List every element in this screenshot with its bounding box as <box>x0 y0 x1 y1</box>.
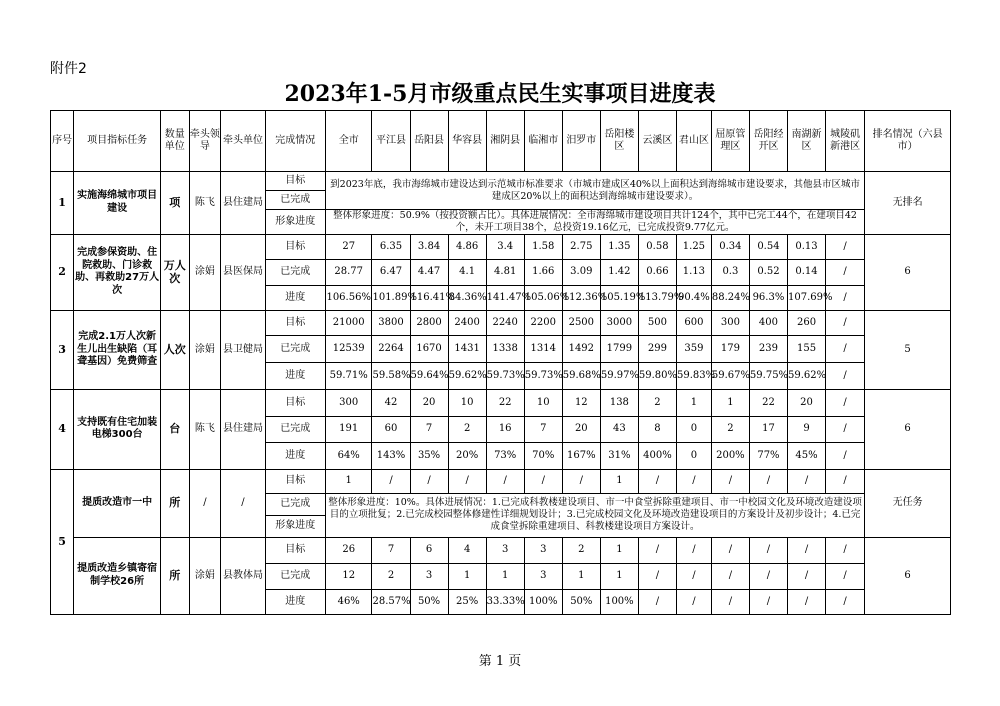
value-cell: 90.4% <box>676 285 711 310</box>
row-lead: 陈飞 <box>189 172 221 235</box>
value-cell: 4.86 <box>448 234 486 259</box>
value-cell: 1 <box>600 563 638 589</box>
row-task: 支持既有住宅加装电梯300台 <box>74 389 161 469</box>
row-rank: 5 <box>865 310 951 389</box>
row-label: 已完成 <box>265 335 325 362</box>
value-cell: / <box>826 310 865 335</box>
value-cell: / <box>826 589 865 614</box>
value-cell: 1314 <box>524 335 562 362</box>
header-region: 南湖新区 <box>787 111 825 172</box>
value-cell: 0.3 <box>711 259 749 285</box>
progress-description: 整体形象进度：10%。具体进展情况：1.已完成科教楼建设项目、市一中食堂拆除重建项目、市一中校园文化及环境改造建设项目的立项批复；2.已完成校园整体修建性详细规划设计；3.已完成校园文化及环境改造建设项目的方案设计及初步设计；4.已完成食堂拆除重建项目、科教楼建设项目方案设计。 <box>325 493 864 537</box>
value-cell: 300 <box>325 389 372 416</box>
row-label: 形象进度 <box>265 210 325 235</box>
row-lead: / <box>189 469 221 537</box>
value-cell: / <box>826 335 865 362</box>
value-cell: / <box>826 285 865 310</box>
value-cell: 28.57% <box>372 589 410 614</box>
page-number: 第 1 页 <box>478 654 522 669</box>
header-region: 湘阴县 <box>486 111 524 172</box>
row-unit: 所 <box>160 469 189 537</box>
value-cell: 600 <box>676 310 711 335</box>
value-cell: 59.68% <box>562 362 600 389</box>
header-region: 屈原管理区 <box>711 111 749 172</box>
value-cell: 35% <box>410 442 448 469</box>
value-cell: / <box>638 469 676 493</box>
value-cell: 45% <box>787 442 825 469</box>
row-label: 进度 <box>265 362 325 389</box>
value-cell: / <box>676 537 711 563</box>
header-region: 华容县 <box>448 111 486 172</box>
row-dept: 县教体局 <box>221 537 265 614</box>
value-cell: / <box>787 469 825 493</box>
header-rank: 排名情况（六县市） <box>865 111 951 172</box>
value-cell: 2 <box>711 416 749 442</box>
header-region: 云溪区 <box>638 111 676 172</box>
value-cell: 1.66 <box>524 259 562 285</box>
value-cell: / <box>486 469 524 493</box>
value-cell: / <box>749 537 787 563</box>
header-region: 全市 <box>325 111 372 172</box>
value-cell: 16 <box>486 416 524 442</box>
value-cell: 1 <box>600 537 638 563</box>
header-unit: 数量单位 <box>160 111 189 172</box>
row-dept: / <box>221 469 265 537</box>
row-unit: 项 <box>160 172 189 235</box>
value-cell: 1.35 <box>600 234 638 259</box>
row-unit: 台 <box>160 389 189 469</box>
value-cell: / <box>749 589 787 614</box>
value-cell: 138 <box>600 389 638 416</box>
target-description: 到2023年底，我市海绵城市建设达到示范城市标准要求（市城市建成区40%以上面积达到海绵城市建设要求，其他县市区城市建成区20%以上的面积达到海绵城市建设要求）。 <box>325 172 864 210</box>
value-cell: 2240 <box>486 310 524 335</box>
row-task: 完成参保资助、住院救助、门诊救助、再救助27万人次 <box>74 234 161 310</box>
value-cell: 1 <box>711 389 749 416</box>
table-row <box>51 537 951 563</box>
header-region: 临湘市 <box>524 111 562 172</box>
value-cell: 1.42 <box>600 259 638 285</box>
row-unit: 所 <box>160 537 189 614</box>
value-cell: 60 <box>372 416 410 442</box>
value-cell: 22 <box>486 389 524 416</box>
value-cell: 12 <box>562 389 600 416</box>
value-cell: 10 <box>448 389 486 416</box>
header-region: 岳阳楼区 <box>600 111 638 172</box>
row-label: 目标 <box>265 469 325 493</box>
header-region: 岳阳经开区 <box>749 111 787 172</box>
value-cell: / <box>826 469 865 493</box>
value-cell: 359 <box>676 335 711 362</box>
value-cell: 101.89% <box>372 285 410 310</box>
row-dept: 县卫健局 <box>221 310 265 389</box>
page-title: 2023年1-5月市级重点民生实事项目进度表 <box>284 81 716 107</box>
value-cell: 1 <box>448 563 486 589</box>
value-cell: / <box>711 563 749 589</box>
value-cell: 6.35 <box>372 234 410 259</box>
value-cell: 59.67% <box>711 362 749 389</box>
value-cell: 107.69% <box>787 285 825 310</box>
value-cell: 1670 <box>410 335 448 362</box>
value-cell: 59.80% <box>638 362 676 389</box>
value-cell: / <box>676 563 711 589</box>
value-cell: 20 <box>787 389 825 416</box>
value-cell: 12539 <box>325 335 372 362</box>
value-cell: 0.54 <box>749 234 787 259</box>
progress-description: 整体形象进度：50.9%（按投资额占比）。具体进展情况：全市海绵城市建设项目共计124个，其中已完工44个，在建项目42个，未开工项目38个，总投资19.16亿元，已完成投资9.77亿元。 <box>325 210 864 235</box>
value-cell: 4.81 <box>486 259 524 285</box>
value-cell: 27 <box>325 234 372 259</box>
value-cell: 1 <box>325 469 372 493</box>
header-status: 完成情况 <box>265 111 325 172</box>
value-cell: 8 <box>638 416 676 442</box>
value-cell: 59.58% <box>372 362 410 389</box>
value-cell: 155 <box>787 335 825 362</box>
value-cell: 2264 <box>372 335 410 362</box>
value-cell: 20 <box>562 416 600 442</box>
value-cell: 46% <box>325 589 372 614</box>
value-cell: / <box>372 469 410 493</box>
row-task: 提质改造乡镇寄宿制学校26所 <box>74 537 161 614</box>
value-cell: 4 <box>448 537 486 563</box>
value-cell: 400 <box>749 310 787 335</box>
value-cell: 260 <box>787 310 825 335</box>
value-cell: 3800 <box>372 310 410 335</box>
value-cell: 3 <box>524 537 562 563</box>
value-cell: 50% <box>562 589 600 614</box>
value-cell: 200% <box>711 442 749 469</box>
value-cell: 31% <box>600 442 638 469</box>
value-cell: 2.75 <box>562 234 600 259</box>
row-seq: 2 <box>51 234 74 310</box>
row-lead: 涂娟 <box>189 310 221 389</box>
attachment-label: 附件2 <box>50 61 87 77</box>
value-cell: 2400 <box>448 310 486 335</box>
value-cell: / <box>638 537 676 563</box>
value-cell: 2800 <box>410 310 448 335</box>
value-cell: 1799 <box>600 335 638 362</box>
header-seq: 序号 <box>51 111 74 172</box>
value-cell: 112.36% <box>562 285 600 310</box>
row-task: 完成2.1万人次新生儿出生缺陷（耳聋基因）免费筛查 <box>74 310 161 389</box>
row-label: 目标 <box>265 172 325 191</box>
value-cell: / <box>826 389 865 416</box>
value-cell: / <box>787 589 825 614</box>
table-row <box>51 310 951 335</box>
value-cell: 59.73% <box>486 362 524 389</box>
value-cell: / <box>711 469 749 493</box>
value-cell: 20 <box>410 389 448 416</box>
value-cell: / <box>448 469 486 493</box>
value-cell: 239 <box>749 335 787 362</box>
value-cell: 20% <box>448 442 486 469</box>
value-cell: 179 <box>711 335 749 362</box>
header-row <box>51 111 951 172</box>
value-cell: 42 <box>372 389 410 416</box>
value-cell: 50% <box>410 589 448 614</box>
row-seq: 4 <box>51 389 74 469</box>
row-label: 已完成 <box>265 416 325 442</box>
value-cell: 43 <box>600 416 638 442</box>
row-label: 已完成 <box>265 563 325 589</box>
value-cell: 3.09 <box>562 259 600 285</box>
value-cell: 59.62% <box>448 362 486 389</box>
value-cell: 167% <box>562 442 600 469</box>
row-lead: 涂娟 <box>189 234 221 310</box>
value-cell: 0.58 <box>638 234 676 259</box>
row-label: 形象进度 <box>265 515 325 537</box>
value-cell: 106.56% <box>325 285 372 310</box>
table-row <box>51 389 951 416</box>
header-region: 君山区 <box>676 111 711 172</box>
value-cell: 143% <box>372 442 410 469</box>
value-cell: 2 <box>638 389 676 416</box>
value-cell: / <box>826 416 865 442</box>
value-cell: / <box>410 469 448 493</box>
value-cell: 96.3% <box>749 285 787 310</box>
value-cell: 1.25 <box>676 234 711 259</box>
row-label: 已完成 <box>265 493 325 515</box>
value-cell: 116.41% <box>410 285 448 310</box>
value-cell: 2 <box>372 563 410 589</box>
row-seq: 5 <box>51 469 74 614</box>
value-cell: 59.71% <box>325 362 372 389</box>
header-region: 岳阳县 <box>410 111 448 172</box>
value-cell: 113.79% <box>638 285 676 310</box>
value-cell: 300 <box>711 310 749 335</box>
value-cell: 0.34 <box>711 234 749 259</box>
value-cell: 77% <box>749 442 787 469</box>
value-cell: / <box>676 589 711 614</box>
header-region: 城陵矶新港区 <box>826 111 865 172</box>
progress-table <box>50 110 951 615</box>
value-cell: 21000 <box>325 310 372 335</box>
value-cell: 22 <box>749 389 787 416</box>
row-rank: 无排名 <box>865 172 951 235</box>
value-cell: 100% <box>600 589 638 614</box>
value-cell: 1492 <box>562 335 600 362</box>
value-cell: / <box>711 589 749 614</box>
value-cell: / <box>524 469 562 493</box>
value-cell: 12 <box>325 563 372 589</box>
value-cell: 59.83% <box>676 362 711 389</box>
value-cell: 17 <box>749 416 787 442</box>
value-cell: 3 <box>486 537 524 563</box>
table-row <box>51 172 951 191</box>
value-cell: 0 <box>676 416 711 442</box>
value-cell: 6 <box>410 537 448 563</box>
value-cell: 0.66 <box>638 259 676 285</box>
value-cell: 3.84 <box>410 234 448 259</box>
value-cell: / <box>826 442 865 469</box>
value-cell: 1 <box>562 563 600 589</box>
value-cell: / <box>749 469 787 493</box>
table-row <box>51 469 951 493</box>
value-cell: 26 <box>325 537 372 563</box>
value-cell: / <box>826 259 865 285</box>
header-region: 汨罗市 <box>562 111 600 172</box>
value-cell: 70% <box>524 442 562 469</box>
row-label: 目标 <box>265 389 325 416</box>
row-label: 已完成 <box>265 191 325 210</box>
value-cell: 9 <box>787 416 825 442</box>
value-cell: 33.33% <box>486 589 524 614</box>
value-cell: 2200 <box>524 310 562 335</box>
value-cell: 6.47 <box>372 259 410 285</box>
value-cell: 1 <box>676 389 711 416</box>
value-cell: 2 <box>562 537 600 563</box>
value-cell: / <box>749 563 787 589</box>
value-cell: 0.13 <box>787 234 825 259</box>
value-cell: 1 <box>600 469 638 493</box>
value-cell: / <box>676 469 711 493</box>
value-cell: 1338 <box>486 335 524 362</box>
row-rank: 无任务 <box>865 469 951 537</box>
value-cell: / <box>562 469 600 493</box>
row-seq: 3 <box>51 310 74 389</box>
row-label: 进度 <box>265 589 325 614</box>
value-cell: 7 <box>372 537 410 563</box>
row-dept: 县住建局 <box>221 172 265 235</box>
value-cell: / <box>787 563 825 589</box>
value-cell: 7 <box>410 416 448 442</box>
value-cell: 10 <box>524 389 562 416</box>
value-cell: 100% <box>524 589 562 614</box>
row-lead: 陈飞 <box>189 389 221 469</box>
value-cell: 3.4 <box>486 234 524 259</box>
row-task: 提质改造市一中 <box>74 469 161 537</box>
value-cell: 59.64% <box>410 362 448 389</box>
header-dept: 牵头单位 <box>221 111 265 172</box>
value-cell: 4.1 <box>448 259 486 285</box>
header-lead: 牵头领导 <box>189 111 221 172</box>
value-cell: 64% <box>325 442 372 469</box>
value-cell: 84.36% <box>448 285 486 310</box>
value-cell: 1.13 <box>676 259 711 285</box>
value-cell: 191 <box>325 416 372 442</box>
header-task: 项目指标任务 <box>74 111 161 172</box>
value-cell: / <box>826 362 865 389</box>
row-dept: 县医保局 <box>221 234 265 310</box>
value-cell: 3 <box>410 563 448 589</box>
value-cell: / <box>826 563 865 589</box>
value-cell: 25% <box>448 589 486 614</box>
row-lead: 涂娟 <box>189 537 221 614</box>
table-row <box>51 234 951 259</box>
row-rank: 6 <box>865 234 951 310</box>
value-cell: 59.62% <box>787 362 825 389</box>
value-cell: / <box>826 234 865 259</box>
row-rank: 6 <box>865 537 951 614</box>
row-label: 进度 <box>265 442 325 469</box>
value-cell: 105.19% <box>600 285 638 310</box>
value-cell: 2 <box>448 416 486 442</box>
value-cell: / <box>787 537 825 563</box>
row-label: 进度 <box>265 285 325 310</box>
value-cell: 1431 <box>448 335 486 362</box>
row-rank: 6 <box>865 389 951 469</box>
value-cell: 73% <box>486 442 524 469</box>
value-cell: 0.14 <box>787 259 825 285</box>
value-cell: 88.24% <box>711 285 749 310</box>
value-cell: 0.52 <box>749 259 787 285</box>
value-cell: 59.73% <box>524 362 562 389</box>
header-region: 平江县 <box>372 111 410 172</box>
value-cell: 2500 <box>562 310 600 335</box>
row-dept: 县住建局 <box>221 389 265 469</box>
value-cell: / <box>826 537 865 563</box>
value-cell: 500 <box>638 310 676 335</box>
value-cell: / <box>638 563 676 589</box>
value-cell: 3000 <box>600 310 638 335</box>
row-task: 实施海绵城市项目建设 <box>74 172 161 235</box>
value-cell: 1 <box>486 563 524 589</box>
value-cell: 0 <box>676 442 711 469</box>
value-cell: / <box>638 589 676 614</box>
value-cell: 141.47% <box>486 285 524 310</box>
value-cell: 105.06% <box>524 285 562 310</box>
row-label: 目标 <box>265 234 325 259</box>
value-cell: 28.77 <box>325 259 372 285</box>
row-label: 目标 <box>265 537 325 563</box>
value-cell: 59.97% <box>600 362 638 389</box>
row-label: 目标 <box>265 310 325 335</box>
value-cell: 1.58 <box>524 234 562 259</box>
value-cell: 59.75% <box>749 362 787 389</box>
row-label: 已完成 <box>265 259 325 285</box>
value-cell: 400% <box>638 442 676 469</box>
value-cell: 7 <box>524 416 562 442</box>
value-cell: 4.47 <box>410 259 448 285</box>
row-unit: 人次 <box>160 310 189 389</box>
value-cell: 299 <box>638 335 676 362</box>
value-cell: 3 <box>524 563 562 589</box>
row-unit: 万人次 <box>160 234 189 310</box>
row-seq: 1 <box>51 172 74 235</box>
value-cell: / <box>711 537 749 563</box>
